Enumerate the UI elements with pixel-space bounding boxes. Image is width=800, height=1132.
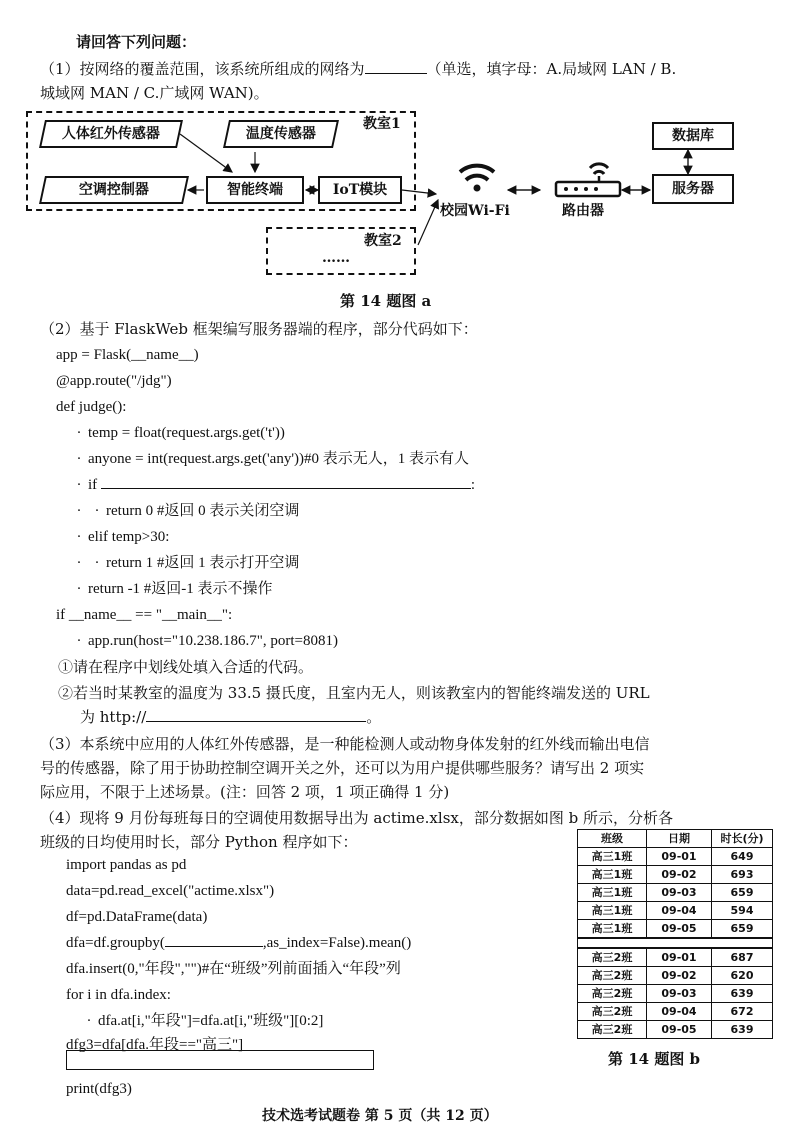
table-tear-row: [578, 938, 773, 948]
code-text: if: [88, 477, 98, 493]
code-line: @app.route("/jdg"): [56, 373, 172, 389]
table-cell: 高三1班: [578, 866, 647, 884]
wifi-icon: [460, 166, 494, 192]
code-line: data=pd.read_excel("actime.xlsx"): [66, 883, 275, 899]
table-cell: 693: [712, 866, 773, 884]
code-line: · return -1 #返回-1 表示不操作: [76, 581, 273, 597]
q3-line1: （3）本系统中应用的人体红外传感器，是一种能检测人或动物身体发射的红外线而输出电信: [40, 735, 650, 753]
groupby-blank[interactable]: [165, 946, 263, 947]
table-row: [578, 848, 773, 866]
table-header: 时长(分): [712, 830, 773, 848]
table-cell: 09-02: [647, 866, 712, 884]
iot-module-label: IoT模块: [332, 181, 388, 198]
table-cell: 高三2班: [578, 1003, 647, 1021]
code-line: for i in dfa.index:: [66, 987, 171, 1003]
wifi-label: 校园Wi-Fi: [440, 203, 510, 219]
smart-terminal-label: 智能终端: [227, 181, 283, 198]
figure-b-caption: 第 14 题图 b: [608, 1050, 701, 1068]
url-end: 。: [366, 708, 382, 726]
smart-terminal-box: [206, 176, 304, 204]
code-line: app = Flask(__name__): [56, 347, 199, 363]
table-cell: 09-05: [647, 1021, 712, 1039]
intro-text: 请回答下列问题：: [76, 33, 197, 51]
router-label: 路由器: [562, 203, 604, 219]
code-line: import pandas as pd: [66, 857, 187, 873]
q1-text-b: （单选，填字母：A.局域网 LAN / B.: [426, 60, 677, 78]
classroom1-label: 教室1: [363, 116, 401, 132]
table-row: [578, 1021, 773, 1039]
table-cell: 594: [712, 902, 773, 920]
code-line: · if :: [76, 477, 476, 493]
table-cell: 09-05: [647, 920, 712, 939]
ac-controller-label: 空调控制器: [79, 181, 150, 198]
q2-sub2-line1: ②若当时某教室的温度为 33.5 摄氏度，且室内无人，则该教室内的智能终端发送的 URL: [58, 684, 650, 702]
code-line: · dfa.at[i,"年段"]=dfa.at[i,"班级"][0:2]: [86, 1013, 324, 1029]
code-text: ,as_index=False).mean(): [262, 935, 412, 951]
code-line: · temp = float(request.args.get('t')): [76, 425, 285, 441]
q2-sub1: ①请在程序中划线处填入合适的代码。: [58, 658, 314, 676]
table-cell: 高三1班: [578, 884, 647, 902]
table-cell: 高三2班: [578, 1021, 647, 1039]
classroom2-ellipsis: ……: [322, 250, 350, 266]
temp-sensor-box: [223, 120, 339, 148]
server-box: [652, 174, 734, 204]
table-row: [578, 884, 773, 902]
table-cell: 09-01: [647, 948, 712, 967]
table-cell: 高三2班: [578, 967, 647, 985]
code-text: app.run(host="10.238.186.7", port=8081): [88, 633, 338, 649]
code-line: · · return 0 #返回 0 表示关闭空调: [76, 503, 300, 519]
answer-input-box[interactable]: [66, 1050, 374, 1070]
code-line: · anyone = int(request.args.get('any'))#0 表示无人，1 表示有人: [76, 451, 470, 467]
table-cell: 659: [712, 920, 773, 939]
code-line: dfa.insert(0,"年段","")#在“班级”列前面插入“年段”列: [66, 961, 401, 977]
table-cell: 672: [712, 1003, 773, 1021]
ir-sensor-box: [39, 120, 183, 148]
table-cell: 09-04: [647, 1003, 712, 1021]
table-row: [578, 920, 773, 939]
q3-line3: 际应用，不限于上述场景。(注：回答 2 项，1 项正确得 1 分): [40, 783, 450, 801]
table-cell: 高三1班: [578, 848, 647, 866]
code-line: if __name__ == "__main__":: [56, 607, 233, 623]
table-cell: 高三1班: [578, 920, 647, 939]
table-row: [578, 985, 773, 1003]
table-cell: 649: [712, 848, 773, 866]
table-header: 日期: [647, 830, 712, 848]
code-text: :: [470, 477, 476, 493]
table-header-row: [578, 830, 773, 848]
code-text: temp = float(request.args.get('t')): [88, 425, 285, 441]
table-row: [578, 948, 773, 967]
table-cell: 09-03: [647, 884, 712, 902]
code-text: dfa.at[i,"年段"]=dfa.at[i,"班级"][0:2]: [98, 1013, 324, 1029]
data-table-figure: [577, 829, 773, 1039]
table-row: [578, 866, 773, 884]
classroom2-label: 教室2: [364, 233, 402, 249]
database-box: [652, 122, 734, 150]
table-row: [578, 967, 773, 985]
page-footer: 技术选考试题卷 第 5 页（共 12 页）: [262, 1108, 498, 1124]
database-label: 数据库: [672, 127, 714, 144]
url-answer-blank[interactable]: [146, 721, 366, 722]
if-condition-blank[interactable]: [101, 488, 471, 489]
table-cell: 高三2班: [578, 948, 647, 967]
ir-sensor-label: 人体红外传感器: [62, 125, 161, 142]
router-icon: [556, 164, 620, 196]
code-text: anyone = int(request.args.get('any'))#0 表示无人，1 表示有人: [88, 451, 470, 467]
code-line: [66, 934, 411, 952]
table-cell: 687: [712, 948, 773, 967]
table-header: 班级: [578, 830, 647, 848]
ac-controller-box: [39, 176, 189, 204]
code-text: return -1 #返回-1 表示不操作: [88, 581, 273, 597]
code-line: dfg3=dfa[dfa.年段=="高三"]: [66, 1037, 244, 1053]
tear-line: [578, 938, 773, 948]
code-line: print(dfg3): [66, 1081, 132, 1097]
data-table: [577, 829, 773, 1039]
q2-heading: （2）基于 FlaskWeb 框架编写服务器端的程序，部分代码如下：: [40, 320, 478, 338]
code-text: elif temp>30:: [88, 529, 170, 545]
code-line: df=pd.DataFrame(data): [66, 909, 208, 925]
code-line: def judge():: [56, 399, 127, 415]
table-cell: 09-01: [647, 848, 712, 866]
q4-line2: 班级的日均使用时长，部分 Python 程序如下：: [40, 833, 358, 851]
table-cell: 09-03: [647, 985, 712, 1003]
code-text: return 1 #返回 1 表示打开空调: [106, 555, 300, 571]
code-line: · · return 1 #返回 1 表示打开空调: [76, 555, 300, 571]
url-prefix: 为 http://: [80, 708, 147, 726]
q2-sub2-line2: [80, 708, 381, 726]
table-cell: 高三1班: [578, 902, 647, 920]
code-line: · elif temp>30:: [76, 529, 170, 545]
code-text: return 0 #返回 0 表示关闭空调: [106, 503, 300, 519]
figure-a-caption: 第 14 题图 a: [340, 292, 432, 310]
code-text: dfa=df.groupby(: [66, 935, 165, 951]
table-cell: 09-04: [647, 902, 712, 920]
q4-line1: （4）现将 9 月份每班每日的空调使用数据导出为 actime.xlsx，部分数据如图 b 所示，分析各: [40, 809, 673, 827]
q3-line2: 号的传感器，除了用于协助控制空调开关之外，还可以为用户提供哪些服务？请写出 2 项实: [40, 759, 645, 777]
table-row: [578, 902, 773, 920]
code-line: · app.run(host="10.238.186.7", port=8081): [76, 633, 338, 649]
iot-module-box: [318, 176, 402, 204]
table-cell: 高三2班: [578, 985, 647, 1003]
q1-line2: 城域网 MAN / C.广域网 WAN)。: [40, 84, 269, 102]
table-cell: 620: [712, 967, 773, 985]
q1-text-a: （1）按网络的覆盖范围，该系统所组成的网络为: [40, 60, 365, 78]
table-cell: 659: [712, 884, 773, 902]
server-label: 服务器: [672, 180, 714, 197]
table-cell: 639: [712, 985, 773, 1003]
table-cell: 639: [712, 1021, 773, 1039]
temp-sensor-label: 温度传感器: [246, 125, 317, 142]
table-cell: 09-02: [647, 967, 712, 985]
table-row: [578, 1003, 773, 1021]
